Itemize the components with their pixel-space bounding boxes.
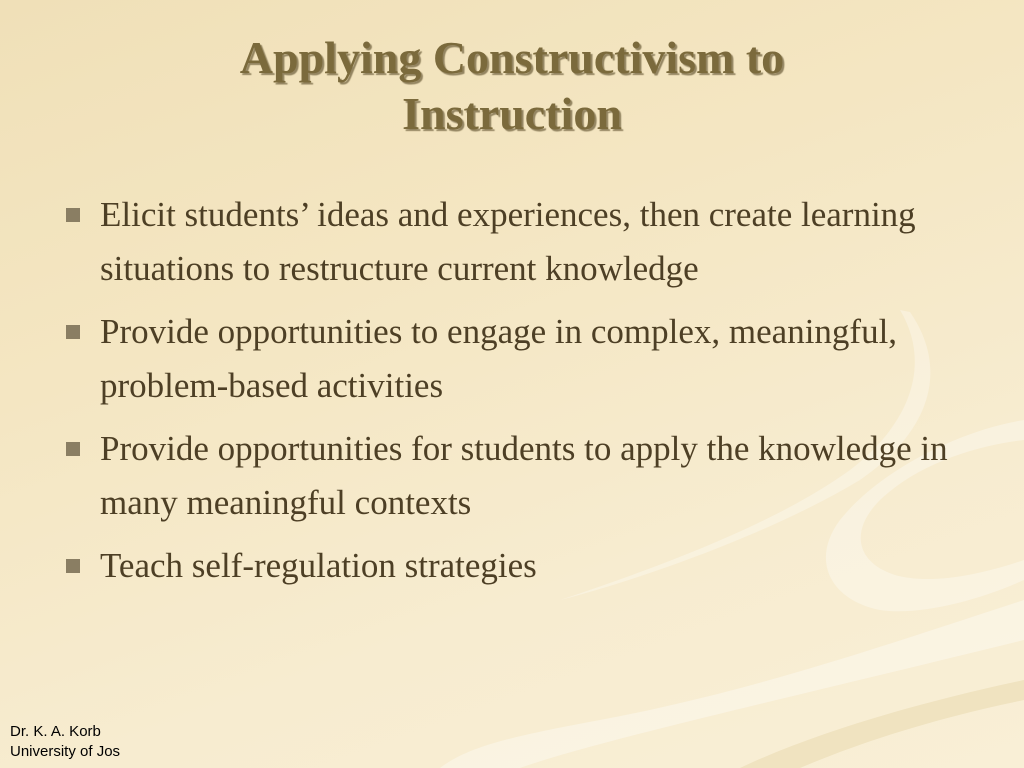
footer-credit <box>10 722 120 762</box>
bullet-text: Elicit students’ ideas and experiences, then create learning situations to restructure current knowledge <box>100 195 916 288</box>
square-bullet-icon <box>66 559 80 573</box>
footer-institution: University of Jos <box>10 743 121 760</box>
list-item <box>62 422 962 530</box>
square-bullet-icon <box>66 442 80 456</box>
square-bullet-icon <box>66 208 80 222</box>
list-item <box>62 539 962 593</box>
list-item <box>62 188 962 296</box>
slide-title: Applying Constructivism to Instruction <box>239 32 785 139</box>
bullet-text: Provide opportunities to engage in complex, meaningful, problem-based activities <box>100 312 898 405</box>
footer-author: Dr. K. A. Korb <box>10 723 101 740</box>
bullet-text: Teach self-regulation strategies <box>100 546 537 585</box>
list-item <box>62 305 962 413</box>
bullet-list <box>62 188 962 602</box>
bullet-text: Provide opportunities for students to apply the knowledge in many meaningful contexts <box>100 429 948 522</box>
square-bullet-icon <box>66 325 80 339</box>
